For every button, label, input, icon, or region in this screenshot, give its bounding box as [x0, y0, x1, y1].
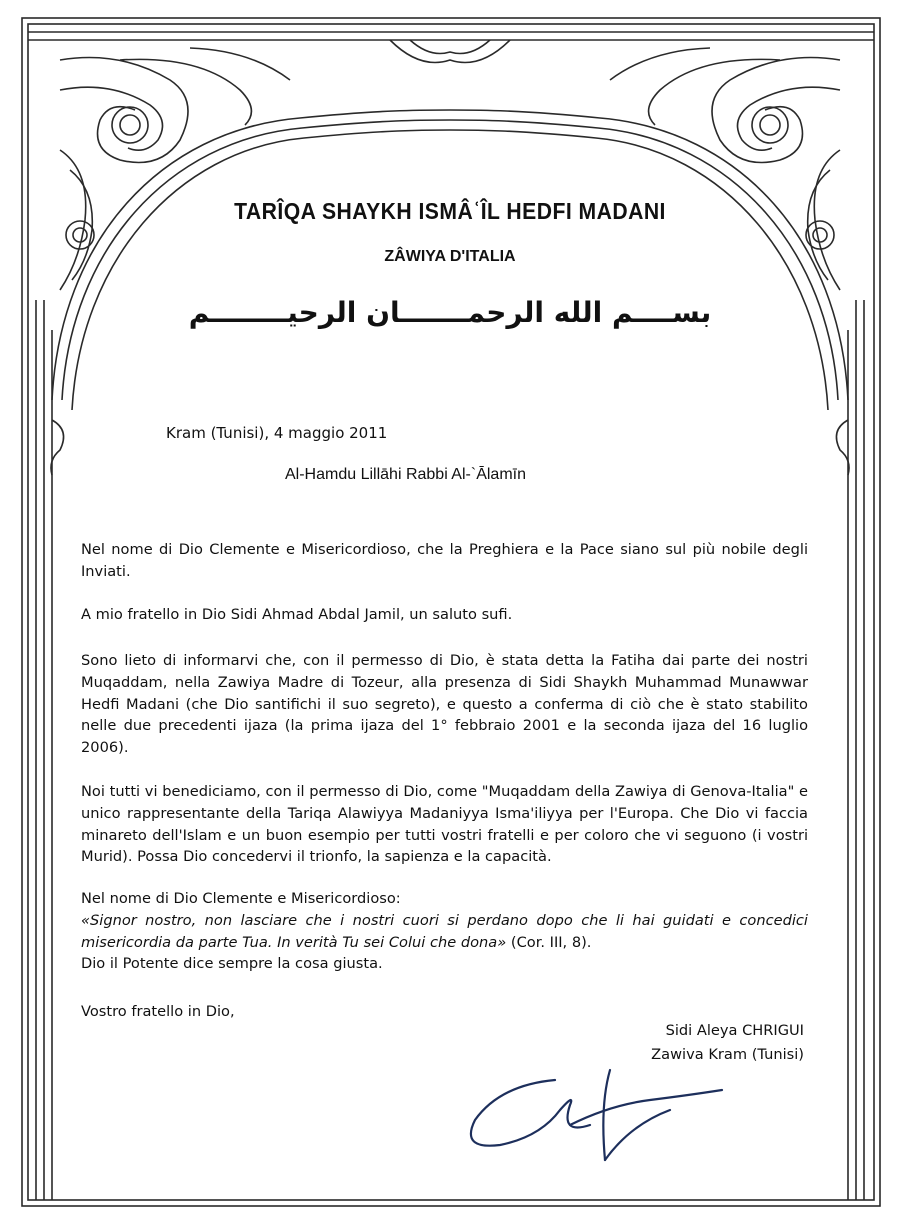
- paragraph-fatiha: Sono lieto di informarvi che, con il permesso di Dio, è stata detta la Fatiha dai parte dei nostri Muqaddam, nella Zawiya Madre di Tozeur, alla presenza di Sidi Shaykh Muhammad Munawwar Hedfi Madani (che Dio santifichi il suo segreto), e questo a conferma di ciò che è stato stabilito nelle due precedenti ijaza (la prima ijaza del 1° febbraio 2001 e la seconda ijaza del 16 luglio 2006).: [81, 652, 808, 757]
- hamd-line: Al-Hamdu Lillāhi Rabbi Al-`Ālamīn: [285, 466, 526, 483]
- basmala-arabic: بســــم الله الرحمـــــــان الرحيــــــــم: [188, 296, 712, 329]
- handwritten-signature: [460, 1065, 760, 1165]
- paragraph-opening: Nel nome di Dio Clemente e Misericordioso, che la Preghiera e la Pace siano sul più nobile degli Inviati.: [81, 541, 808, 580]
- quran-closing: Dio il Potente dice sempre la cosa giusta.: [81, 955, 383, 973]
- zawiya-subtitle: ZÂWIYA D'ITALIA: [384, 248, 516, 265]
- quran-reference: (Cor. III, 8).: [506, 933, 592, 951]
- quran-quote-line: [81, 910, 808, 954]
- signer-block: [651, 1019, 804, 1067]
- closing-salutation: Vostro fratello in Dio,: [81, 1003, 235, 1020]
- signer-place: Zawiva Kram (Tunisi): [651, 1046, 804, 1063]
- quran-intro: Nel nome di Dio Clemente e Misericordioso:: [81, 890, 401, 907]
- paragraph-greeting: A mio fratello in Dio Sidi Ahmad Abdal Jamil, un saluto sufi.: [81, 606, 513, 623]
- signer-name: Sidi Aleya CHRIGUI: [665, 1022, 804, 1039]
- paragraph-blessing: Noi tutti vi benediciamo, con il permesso di Dio, come "Muqaddam della Zawiya di Genova-Italia" e unico rappresentante della Tariqa Alawiyya Madaniyya Isma'iliyya per l'Europa. Che Dio vi faccia minareto dell'Islam e un buon esempio per tutti vostri fratelli e per coloro che vi seguono (i vostri Murid). Possa Dio concedervi il trionfo, la sapienza e la capacità.: [81, 783, 808, 866]
- order-title: TARÎQA SHAYKH ISMÂʿÎL HEDFI MADANI: [234, 198, 666, 224]
- place-date: Kram (Tunisi), 4 maggio 2011: [166, 424, 388, 442]
- paragraph-quran: [81, 888, 808, 975]
- quran-quote: «Signor nostro, non lasciare che i nostri cuori si perdano dopo che li hai guidati e concedici misericordia da parte Tua. In verità Tu sei Colui che dona»: [81, 911, 808, 951]
